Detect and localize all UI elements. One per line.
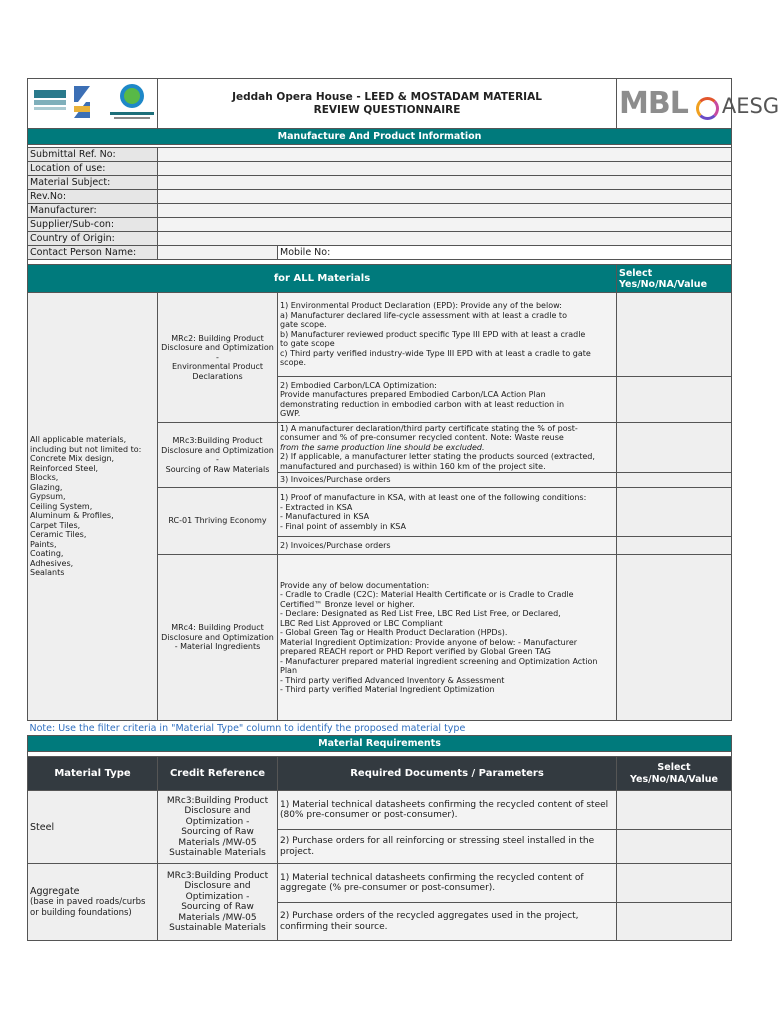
aesg-ring-icon — [696, 97, 719, 120]
doc-mrc4: Provide any of below documentation: - Cradle to Cradle (C2C): Material Health Certificate or is Cradle to Cradle Certified™ Bronze level or higher. - Declare: Designated as Red List Free, LBC Red List Free, or Declared, LBC Red List Approved or LBC Compliant - Global Green Tag or Health Product Declaration (HPDs). Material Ingredient Optimization: Provide anyone of below: - Manufacturer prepared REACH report or PHD Report verified by Global Green TAG - Manufacturer prepared material ingredient screening and Optimization Action Plan - Third party verified Advanced Inventory & Assessment - Third party verified Material Ingredient Optimization — [278, 555, 617, 721]
applicable-materials: All applicable materials, including but not limited to: Concrete Mix design, Reinforced Steel, Blocks, Glazing, Gypsum, Ceiling System, Aluminum & Profiles, Carpet Tiles, Ceramic Tiles, Paints, Coating, Adhesives, Sealants — [28, 293, 158, 721]
title-line-1: Jeddah Opera House - LEED & MOSTADAM MATERIAL — [232, 90, 542, 103]
credit-mrc3: MRc3:Building Product Disclosure and Optimization - Sourcing of Raw Materials — [158, 423, 278, 488]
field-label: Manufacturer: — [28, 204, 158, 218]
doc-mrc3-invoices: 3) Invoices/Purchase orders — [278, 473, 617, 488]
field-label: Country of Origin: — [28, 232, 158, 246]
select-cell[interactable] — [617, 473, 732, 488]
col-header-select: Select Yes/No/NA/Value — [617, 757, 732, 791]
doc-mrc2-epd: 1) Environmental Product Declaration (EPD): Provide any of the below: a) Manufacturer declared life-cycle assessment with at least a cradle to gate scope. b) Manufacturer reviewed product specific Type III EPD with at least a cradle to gate scope c) Third party verified industry-wide Type III EPD with at least a cradle to gate scope. — [278, 293, 617, 377]
jcdc-logo — [32, 80, 154, 124]
mobile-label: Mobile No: — [280, 247, 331, 258]
manufacturer-field[interactable] — [158, 204, 732, 218]
client-logos — [28, 79, 158, 129]
rev-no-field[interactable] — [158, 190, 732, 204]
doc-rc01-proof: 1) Proof of manufacture in KSA, with at least one of the following conditions: - Extracted in KSA - Manufactured in KSA - Final point of assembly in KSA — [278, 488, 617, 537]
select-cell[interactable] — [617, 555, 732, 721]
doc-aggregate-2: 2) Purchase orders of the recycled aggregates used in the project, confirming their source. — [278, 903, 617, 941]
select-cell[interactable] — [617, 423, 732, 473]
mobile-field[interactable] — [278, 246, 732, 260]
select-header: Select Yes/No/NA/Value — [617, 265, 732, 293]
credit-mrc4: MRc4: Building Product Disclosure and Optimization - Material Ingredients — [158, 555, 278, 721]
col-header-required-documents: Required Documents / Parameters — [278, 757, 617, 791]
mbl-logo: MBL — [619, 86, 688, 121]
field-label: Material Subject: — [28, 176, 158, 190]
section-title-material-requirements: Material Requirements — [28, 736, 732, 752]
questionnaire-table — [27, 78, 779, 941]
submittal-ref-field[interactable] — [158, 148, 732, 162]
select-cell[interactable] — [617, 864, 732, 903]
credit-steel: MRc3:Building Product Disclosure and Optimization - Sourcing of Raw Materials /MW-05 Sustainable Materials — [158, 791, 278, 864]
country-field[interactable] — [158, 232, 732, 246]
supplier-field[interactable] — [158, 218, 732, 232]
doc-steel-2: 2) Purchase orders for all reinforcing or stressing steel installed in the project. — [278, 830, 617, 864]
field-label: Contact Person Name: — [28, 246, 158, 260]
questionnaire-sheet — [27, 78, 779, 941]
credit-mrc2: MRc2: Building Product Disclosure and Optimization - Environmental Product Declarations — [158, 293, 278, 423]
doc-rc01-invoices: 2) Invoices/Purchase orders — [278, 537, 617, 555]
field-label: Rev.No: — [28, 190, 158, 204]
select-cell[interactable] — [617, 377, 732, 423]
location-field[interactable] — [158, 162, 732, 176]
select-cell[interactable] — [617, 537, 732, 555]
aesg-logo: AESG — [721, 94, 779, 118]
doc-mrc3-declaration: 1) A manufacturer declaration/third party certificate stating the % of post- consumer and % of pre-consumer recycled content. Note: Waste reuse from the same production line should be excluded. 2) If applicable, a manufacturer letter stating the products sourced (extracted, manufactured and purchased) is within 160 km of the project site. — [278, 423, 617, 473]
select-cell[interactable] — [617, 293, 732, 377]
material-subject-field[interactable] — [158, 176, 732, 190]
title-line-2: REVIEW QUESTIONNAIRE — [313, 103, 461, 116]
credit-rc01: RC-01 Thriving Economy — [158, 488, 278, 555]
field-label: Supplier/Sub-con: — [28, 218, 158, 232]
select-cell[interactable] — [617, 488, 732, 537]
doc-aggregate-1: 1) Material technical datasheets confirming the recycled content of aggregate (% pre-consumer or post-consumer). — [278, 864, 617, 903]
col-header-credit-reference: Credit Reference — [158, 757, 278, 791]
filter-note: Note: Use the filter criteria in "Material Type" column to identify the proposed material type — [28, 721, 732, 736]
select-cell[interactable] — [617, 903, 732, 941]
material-type-aggregate: Aggregate (base in paved roads/curbs or building foundations) — [28, 864, 158, 941]
contact-person-field[interactable] — [158, 246, 278, 260]
material-type-steel: Steel — [28, 791, 158, 864]
select-cell[interactable] — [617, 791, 732, 830]
doc-mrc2-carbon: 2) Embodied Carbon/LCA Optimization: Provide manufactures prepared Embodied Carbon/LCA Action Plan demonstrating reduction in embodied carbon with at least reduction in GWP. — [278, 377, 617, 423]
select-cell[interactable] — [617, 830, 732, 864]
credit-aggregate: MRc3:Building Product Disclosure and Optimization - Sourcing of Raw Materials /MW-05 Sustainable Materials — [158, 864, 278, 941]
section-title-manufacture: Manufacture And Product Information — [28, 129, 732, 145]
field-label: Submittal Ref. No: — [28, 148, 158, 162]
doc-steel-1: 1) Material technical datasheets confirming the recycled content of steel (80% pre-consumer or post-consumer). — [278, 791, 617, 830]
section-title-all-materials: for ALL Materials — [28, 265, 617, 293]
consultant-logos — [617, 79, 779, 129]
document-title — [158, 79, 617, 129]
col-header-material-type: Material Type — [28, 757, 158, 791]
field-label: Location of use: — [28, 162, 158, 176]
